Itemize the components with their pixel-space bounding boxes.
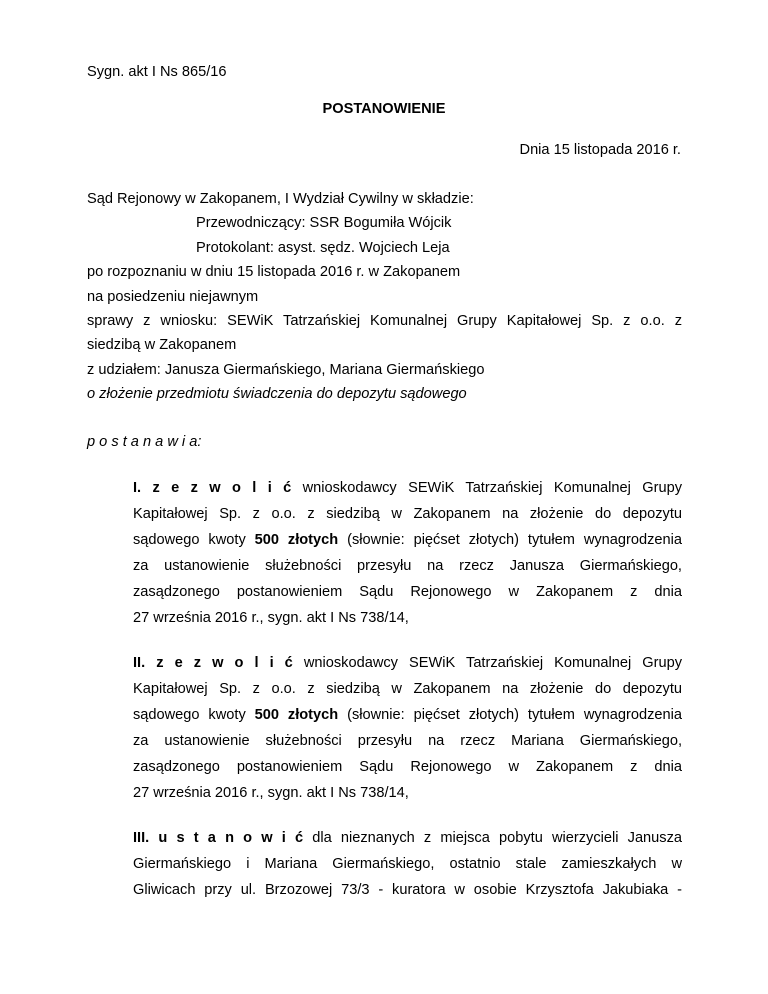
point-2-line-1: [133, 653, 682, 673]
case-subject: o złożenie przedmiotu świadczenia do depozytu sądowego: [87, 386, 467, 402]
examination-line: po rozpoznaniu w dniu 15 listopada 2016 r. w Zakopanem: [87, 264, 461, 280]
point-1-line-2: Kapitałowej Sp. z o.o. z siedzibą w Zakopanem na złożenie do depozytu: [133, 506, 682, 522]
point-2-text-1: wnioskodawcy SEWiK Tatrzańskiej Komunalnej Grupy: [303, 655, 682, 671]
point-2-text-3b: (słownie: pięćset złotych) tytułem wynagrodzenia: [347, 707, 682, 723]
point-3-line-2: Giermańskiego i Mariana Giermańskiego, ostatnio stale zamieszkałych w: [133, 856, 682, 872]
point-2-amount: 500 złotych: [254, 707, 339, 723]
point-3-line-1: [133, 828, 682, 848]
point-1-verb: z e z w o l i ć: [152, 480, 292, 496]
point-3-number: III.: [133, 830, 150, 846]
point-1-number: I.: [133, 480, 142, 496]
point-3-text-1: dla nieznanych z miejsca pobytu wierzycieli Janusza: [312, 830, 683, 846]
case-signature: Sygn. akt I Ns 865/16: [87, 64, 227, 80]
point-1-amount: 500 złotych: [254, 532, 339, 548]
point-2-line-2: Kapitałowej Sp. z o.o. z siedzibą w Zakopanem na złożenie do depozytu: [133, 681, 682, 697]
document-date: Dnia 15 listopada 2016 r.: [519, 142, 681, 158]
point-2-number: II.: [133, 655, 146, 671]
point-2-verb: z e z w o l i ć: [156, 655, 293, 671]
point-2-line-4: za ustanowienie służebności przesyłu na rzecz Mariana Giermańskiego,: [133, 733, 682, 749]
point-1-line-6: 27 września 2016 r., sygn. akt I Ns 738/14,: [133, 610, 409, 626]
case-description-line-2: siedzibą w Zakopanem: [87, 337, 237, 353]
point-3-line-3: Gliwicach przy ul. Brzozowej 73/3 - kuratora w osobie Krzysztofa Jakubiaka -: [133, 882, 682, 898]
point-2-line-3: [133, 705, 682, 725]
point-1-text-3b: (słownie: pięćset złotych) tytułem wynagrodzenia: [347, 532, 682, 548]
point-1-line-1: [133, 478, 682, 498]
participants: z udziałem: Janusza Giermańskiego, Mariana Giermańskiego: [87, 362, 485, 378]
case-description-line-1: sprawy z wniosku: SEWiK Tatrzańskiej Komunalnej Grupy Kapitałowej Sp. z o.o. z: [87, 313, 682, 329]
point-1-text-1: wnioskodawcy SEWiK Tatrzańskiej Komunalnej Grupy: [302, 480, 682, 496]
point-1-line-3: [133, 530, 682, 550]
court-composition: Sąd Rejonowy w Zakopanem, I Wydział Cywilny w składzie:: [87, 191, 474, 207]
court-clerk: Protokolant: asyst. sędz. Wojciech Leja: [196, 240, 450, 256]
point-3-verb: u s t a n o w i ć: [158, 830, 304, 846]
point-2-line-5: zasądzonego postanowieniem Sądu Rejonowego w Zakopanem z dnia: [133, 759, 682, 775]
session-type: na posiedzeniu niejawnym: [87, 289, 259, 305]
document-title: POSTANOWIENIE: [322, 101, 446, 117]
presiding-judge: Przewodniczący: SSR Bogumiła Wójcik: [196, 215, 452, 231]
point-2-line-6: 27 września 2016 r., sygn. akt I Ns 738/14,: [133, 785, 409, 801]
point-2-text-3a: sądowego kwoty: [133, 707, 246, 723]
point-1-line-5: zasądzonego postanowieniem Sądu Rejonowego w Zakopanem z dnia: [133, 584, 682, 600]
point-1-line-4: za ustanowienie służebności przesyłu na rzecz Janusza Giermańskiego,: [133, 558, 682, 574]
decision-heading: p o s t a n a w i a:: [87, 434, 202, 450]
point-1-text-3a: sądowego kwoty: [133, 532, 246, 548]
